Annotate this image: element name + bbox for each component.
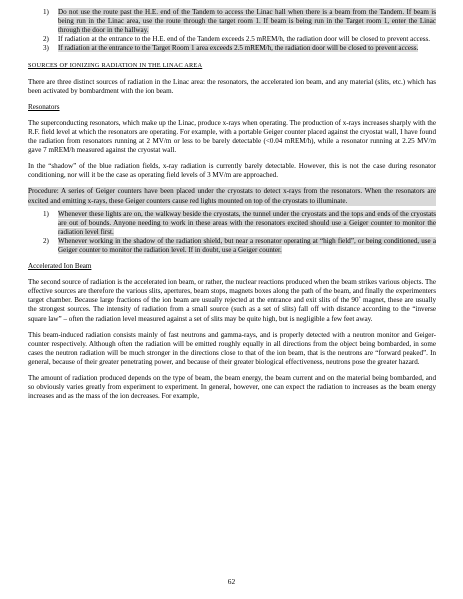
list-item-number: 3) bbox=[43, 44, 49, 53]
section-heading: SOURCES OF IONIZING RADIATION IN THE LINAC AREA bbox=[28, 62, 203, 70]
list-item bbox=[28, 35, 436, 44]
list-item-text: Do not use the route past the H.E. end of the Tandem to access the Linac hall when there is a beam from the Tandem. If beam is being run in the Linac area, use the route through the target room 1. If beam is being run in the Target room 1, enter the Linac through the door in the hallway. bbox=[58, 8, 436, 35]
list-item-text: If radiation at the entrance to the H.E. end of the Tandem exceeds 2.5 mREM/h, the radiation door will be closed to prevent access. bbox=[58, 35, 431, 44]
beam-paragraph-2: This beam-induced radiation consists mainly of fast neutrons and gamma-rays, and is properly detected with a neutron monitor and Geiger-counter respectively. Although often the radiation will be emitted roughly equally in all directions from the object being bombarded, in some cases the neutron radiation will be much stronger in the directions close to that of the ion beam, that is the neutrons are “forward peaked”. In general, because of their greater penetrating power, and because of their greater biological effectiveness, neutrons pose the greater hazard. bbox=[28, 330, 436, 366]
access-rules-list bbox=[28, 8, 436, 53]
resonators-heading: Resonators bbox=[28, 102, 60, 111]
beam-paragraph-1: The second source of radiation is the accelerated ion beam, or rather, the nuclear reactions produced when the beam strikes various objects. The effective sources are therefore the various slits, apertures, beam stops, magnets boxes along the path of the beam, and finally the experimenters target chamber. Because large fractions of the ion beam are usually rejected at the entrance and exit slits of the 90˚ magnet, these are usually the strongest sources. The intensity of radiation from a small source (such as a set of slits) fall off with distance according to the “inverse square law” – often the radiation level measured against a set of slits may be quite high, but is negligible a few feet away. bbox=[28, 278, 436, 323]
list-item-number: 1) bbox=[43, 8, 49, 16]
page-content bbox=[28, 8, 436, 401]
list-item-text: If radiation at the entrance to the Target Room 1 area exceeds 2.5 mREM/h, the radiation door will be closed to prevent access. bbox=[58, 44, 419, 53]
intro-paragraph: There are three distinct sources of radiation in the Linac area: the resonators, the accelerated ion beam, and any material (slits, etc.) which has been activated by bombardment with the ion beam. bbox=[28, 77, 436, 95]
list-item-number: 2) bbox=[43, 236, 49, 245]
list-item-number: 1) bbox=[43, 209, 49, 218]
beam-heading: Accelerated Ion Beam bbox=[28, 262, 92, 271]
geiger-rules-list bbox=[28, 210, 436, 255]
list-item bbox=[28, 237, 436, 255]
list-item-text: Whenever these lights are on, the walkway beside the cryostats, the tunnel under the cryostats and the tops and ends of the cryostats are out of bounds. Anyone needing to work in these areas with the resonators excited should use a Geiger counter to monitor the radiation level first. bbox=[58, 209, 436, 236]
list-item-text: Whenever working in the shadow of the radiation shield, but near a resonator operating at “high field”, or being conditioned, use a Geiger counter to monitor the radiation level. If in doubt, use a Geiger counter. bbox=[58, 236, 436, 254]
beam-paragraph-3: The amount of radiation produced depends on the type of beam, the beam energy, the beam current and on the material being bombarded, and so obviously varies greatly from experiment to experiment. In general, however, one can expect the radiation to increases as the beam energy increases and as the mass of the ion decreases. For example, bbox=[28, 374, 436, 401]
page-number: 62 bbox=[227, 577, 236, 586]
procedure-paragraph: Procedure: A series of Geiger counters have been placed under the cryostats to detect x-rays from the resonators. When the resonators are excited and emitting x-rays, these Geiger counters cause red lights mounted on top of the cryostats to illuminate. bbox=[28, 187, 436, 205]
resonators-paragraph: The superconducting resonators, which make up the Linac, produce x-rays when operating. The production of x-rays increases sharply with the R.F. field level at which the resonators are operating. For example, with a portable Geiger counter placed against the cryostat wall, I have found the radiation from resonators running at 2 MV/m or less to be barely detectable (<0.04 mREM/h), while a resonator running at 2.25 MV/m gave 7 mREM/h measured against the cryostat wall. bbox=[28, 118, 436, 155]
list-item bbox=[28, 210, 436, 237]
list-item-number: 2) bbox=[43, 35, 49, 44]
list-item bbox=[28, 44, 436, 53]
list-item bbox=[28, 8, 436, 35]
shadow-paragraph: In the “shadow” of the blue radiation fields, x-ray radiation is currently barely detectable. However, this is not the case during resonator conditioning, nor will it be the case as operating field levels of 3 MV/m are approached. bbox=[28, 162, 436, 180]
